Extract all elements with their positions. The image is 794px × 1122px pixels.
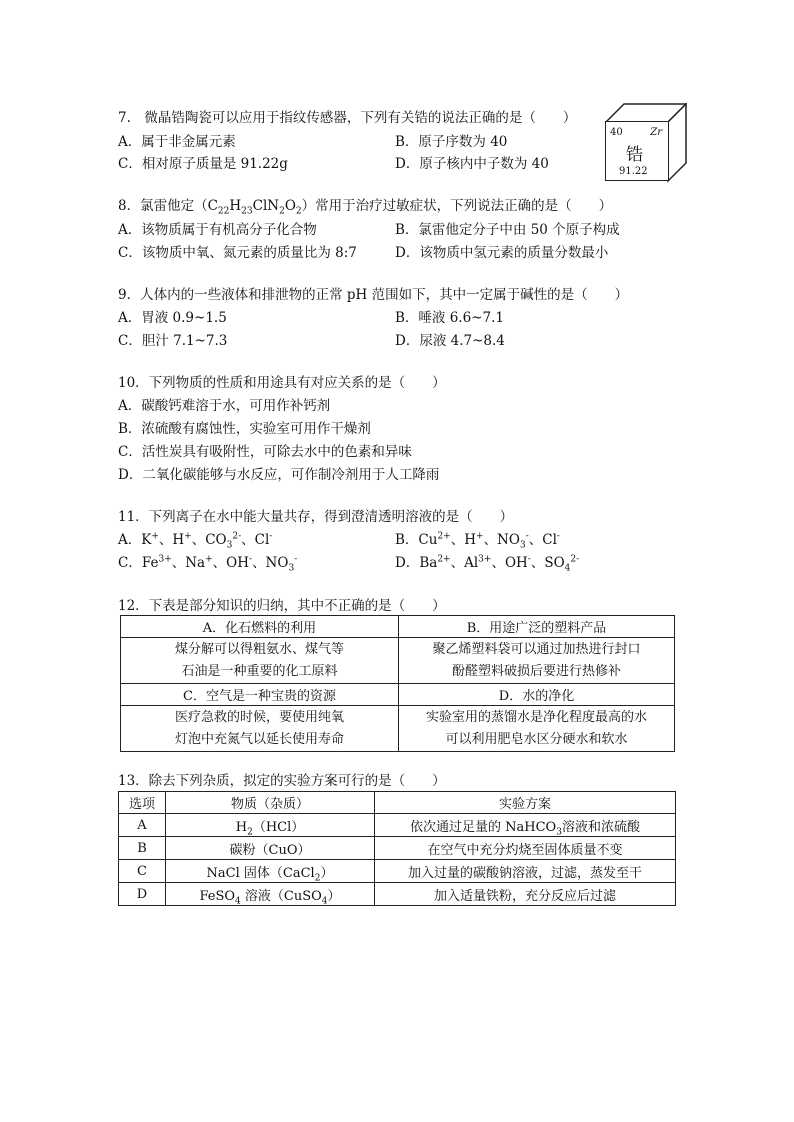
q12-knowledge-table: [120, 615, 675, 752]
q7-option-a[interactable]: A．属于非金属元素: [118, 134, 236, 150]
q10-option-b[interactable]: B．浓硫酸有腐蚀性，实验室可用作干燥剂: [118, 421, 371, 437]
q11-option-c[interactable]: C．$Fe^{3+}$、Na+、OH-、$NO_3^-$: [118, 554, 298, 574]
table-cell: A．化石燃料的利用: [121, 616, 399, 638]
q11-option-a[interactable]: A．K+、H+、$CO_3^{2-}$、Cl-: [118, 531, 273, 551]
table-row: [119, 814, 676, 837]
q10-option-c[interactable]: C．活性炭具有吸附性，可除去水中的色素和异味: [118, 444, 412, 460]
table-row: [119, 860, 676, 883]
table-row: [119, 837, 676, 860]
table-cell: FeSO$_4$ 溶液（CuSO$_4$）: [166, 883, 375, 906]
table-cell: C: [119, 860, 166, 883]
q10-option-d[interactable]: D．二氧化碳能够与水反应，可作制冷剂用于人工降雨: [118, 467, 440, 483]
q13-stem: 13．除去下列杂质，拟定的实验方案可行的是（ ）: [118, 773, 446, 789]
q13-experiment-table: [118, 791, 676, 906]
q7-option-b[interactable]: B．原子序数为 40: [395, 134, 508, 150]
table-header: 选项: [119, 792, 166, 814]
q8-stem: 8．氯雷他定$(C_{22}H_{23}ClN_2O_2)$常用于治疗过敏症状，下列说法正确的是（ ）: [118, 198, 613, 217]
atomic-number: 40: [610, 127, 623, 138]
q9-stem: 9．人体内的一些液体和排泄物的正常 pH 范围如下，其中一定属于碱性的是（ ）: [118, 287, 629, 303]
q7-option-d[interactable]: D．原子核内中子数为 40: [395, 156, 549, 172]
element-name: 锆: [626, 145, 643, 165]
table-cell: 聚乙烯塑料袋可以通过加热进行封口 酚醛塑料破损后要进行热修补: [399, 638, 675, 684]
table-cell: NaCl 固体（CaCl$_2$）: [166, 860, 375, 883]
q8-option-b[interactable]: B．氯雷他定分子中由 50 个原子构成: [395, 222, 620, 238]
q12-stem: 12．下表是部分知识的归纳，其中不正确的是（ ）: [118, 598, 446, 614]
q10-option-a[interactable]: A．碳酸钙难溶于水，可用作补钙剂: [118, 398, 331, 414]
q10-stem: 10．下列物质的性质和用途具有对应关系的是（ ）: [118, 375, 446, 391]
table-cell: 在空气中充分灼烧至固体质量不变: [375, 837, 676, 860]
q11-stem: 11．下列离子在水中能大量共存，得到澄清透明溶液的是（ ）: [118, 509, 514, 525]
q9-option-b[interactable]: B．唾液 6.6~7.1: [395, 310, 504, 326]
table-cell: B: [119, 837, 166, 860]
q8-option-d[interactable]: D．该物质中氢元素的质量分数最小: [395, 245, 609, 261]
q11-option-b[interactable]: B．$Cu^{2+}$、H+、$NO_3^-$、Cl-: [395, 531, 560, 551]
q8-option-c[interactable]: C．该物质中氧、氮元素的质量比为 8:7: [118, 245, 357, 261]
q7-option-c[interactable]: C．相对原子质量是 91.22g: [118, 156, 288, 172]
table-cell: 加入适量铁粉，充分反应后过滤: [375, 883, 676, 906]
element-tile-zirconium: [605, 103, 687, 181]
table-cell: 实验室用的蒸馏水是净化程度最高的水 可以利用肥皂水区分硬水和软水: [399, 706, 675, 752]
q9-option-c[interactable]: C．胆汁 7.1~7.3: [118, 333, 228, 349]
atomic-mass: 91.22: [619, 166, 648, 177]
table-header: 实验方案: [375, 792, 676, 814]
q11-option-d[interactable]: D．$Ba^{2+}$、$Al^{3+}$、OH-、$SO_4^{2-}$: [395, 554, 580, 574]
table-cell: C．空气是一种宝贵的资源: [121, 684, 399, 706]
q9-option-d[interactable]: D．尿液 4.7~8.4: [395, 333, 505, 349]
table-cell: D．水的净化: [399, 684, 675, 706]
table-row: [119, 883, 676, 906]
table-cell: D: [119, 883, 166, 906]
table-cell: A: [119, 814, 166, 837]
q9-option-a[interactable]: A．胃液 0.9~1.5: [118, 310, 227, 326]
table-cell: B．用途广泛的塑料产品: [399, 616, 675, 638]
element-symbol: Zr: [650, 127, 662, 138]
table-cell: 医疗急救的时候，要使用纯氧 灯泡中充氮气以延长使用寿命: [121, 706, 399, 752]
table-cell: $H_2(HCl)$: [166, 814, 375, 837]
table-cell: 依次通过足量的 NaHCO$_3$溶液和浓硫酸: [375, 814, 676, 837]
q8-option-a[interactable]: A．该物质属于有机高分子化合物: [118, 222, 317, 238]
table-cell: 碳粉（CuO）: [166, 837, 375, 860]
table-header: 物质（杂质）: [166, 792, 375, 814]
table-cell: 加入过量的碳酸钠溶液，过滤，蒸发至干: [375, 860, 676, 883]
q7-stem: 7. 微晶锆陶瓷可以应用于指纹传感器，下列有关锆的说法正确的是（ ）: [118, 110, 577, 126]
table-cell: 煤分解可以得粗氨水、煤气等 石油是一种重要的化工原料: [121, 638, 399, 684]
